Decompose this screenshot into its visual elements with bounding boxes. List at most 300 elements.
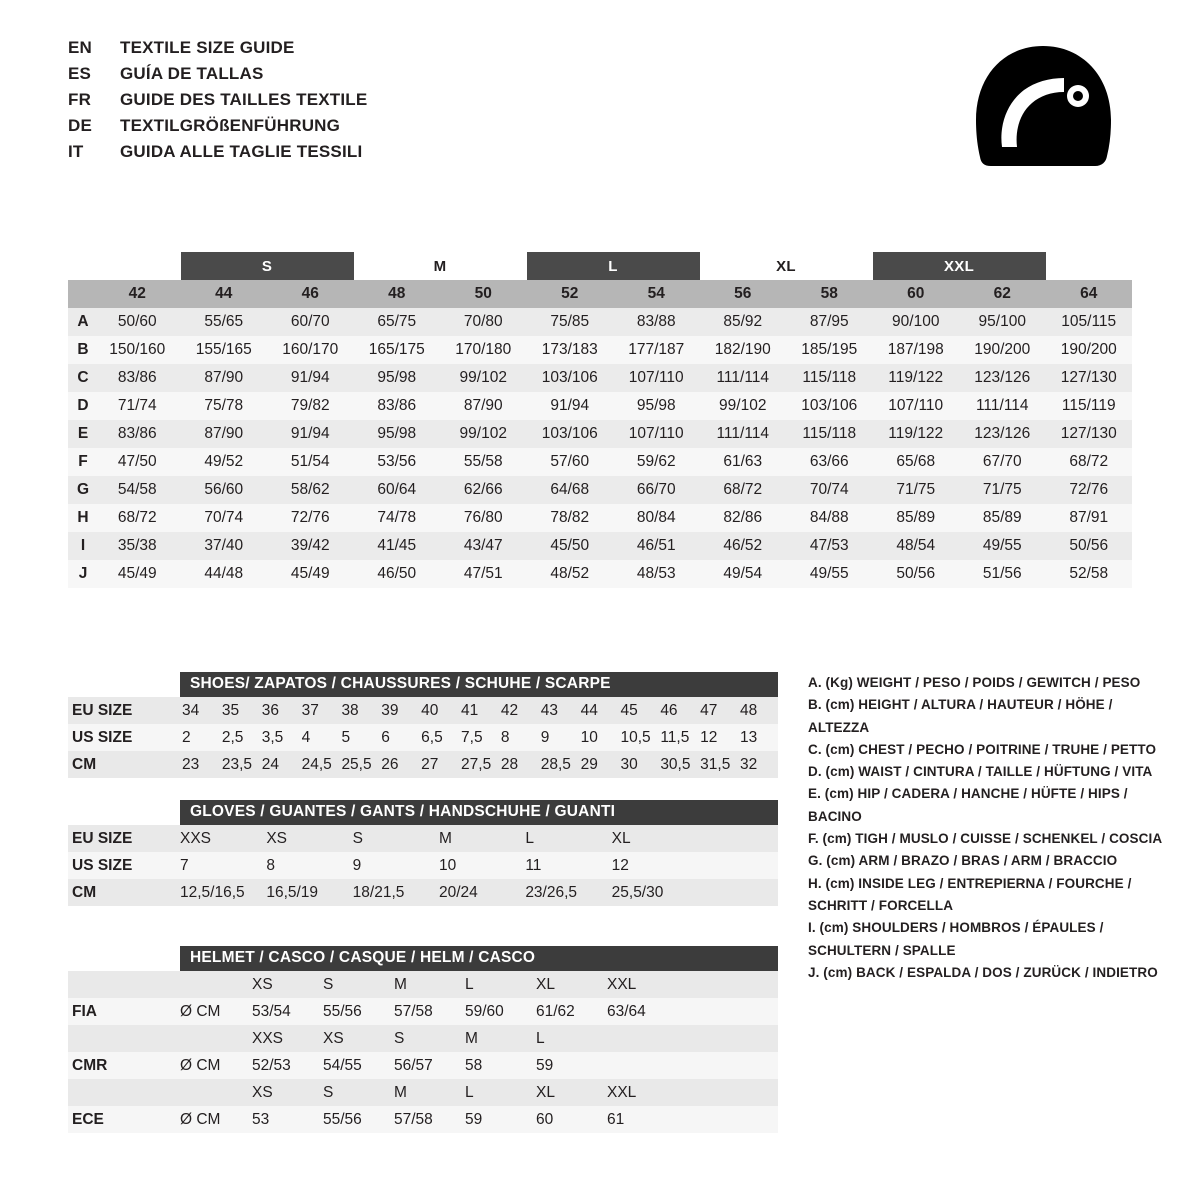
cell-g-11: 72/76 (1069, 481, 1109, 498)
table-row (68, 392, 1132, 420)
shoes-eu-9: 43 (540, 701, 558, 719)
shoes-eu-10: 44 (580, 701, 598, 719)
shoes-eu-8: 42 (500, 701, 519, 719)
helmet-ece-size-3: L (465, 1083, 474, 1101)
helmet-cmr-val-2: 56/57 (394, 1056, 433, 1074)
title-row-es (68, 64, 367, 90)
shoes-us-2: 3,5 (261, 728, 284, 746)
gloves-us-5: 12 (611, 856, 629, 874)
numeric-size-9: 60 (907, 285, 925, 302)
shoes-us-14: 13 (740, 728, 758, 746)
cell-a-2: 60/70 (290, 313, 330, 330)
shoes-cm-5: 26 (381, 755, 399, 773)
cell-f-8: 63/66 (809, 453, 849, 470)
cell-b-8: 185/195 (801, 341, 858, 358)
gloves-table (68, 800, 778, 906)
cell-j-2: 45/49 (290, 565, 330, 582)
cell-h-8: 84/88 (809, 509, 849, 526)
size-band-row (68, 252, 1132, 280)
cell-a-5: 75/85 (550, 313, 590, 330)
numeric-size-11: 64 (1080, 285, 1098, 302)
cell-c-4: 99/102 (459, 369, 507, 386)
cell-d-2: 79/82 (290, 397, 330, 414)
helmet-ece-val-3: 59 (465, 1110, 483, 1128)
helmet-fia-size-label (68, 971, 180, 998)
gloves-eu-5: XL (611, 829, 631, 847)
cell-i-3: 41/45 (377, 537, 417, 554)
shoes-row-label-eu: EU SIZE (72, 701, 133, 719)
cell-a-10: 95/100 (978, 313, 1026, 330)
helmet-cmr-size-1: XS (323, 1029, 344, 1047)
table-row (68, 751, 778, 778)
gloves-cm-2: 18/21,5 (352, 883, 405, 901)
numeric-size-2: 46 (301, 285, 319, 302)
row-label-f: F (78, 453, 88, 470)
cell-e-5: 103/106 (541, 425, 598, 442)
cell-f-5: 57/60 (550, 453, 590, 470)
table-row (68, 1052, 778, 1079)
cell-f-3: 53/56 (377, 453, 417, 470)
helmet-ece-size-5: XXL (607, 1083, 637, 1101)
cell-c-6: 107/110 (628, 369, 684, 386)
table-row (68, 1025, 778, 1052)
title-lang-de: DE (68, 116, 93, 135)
cell-i-7: 46/52 (723, 537, 763, 554)
gloves-eu-3: M (438, 829, 452, 847)
cell-j-1: 44/48 (204, 565, 244, 582)
title-lang-it: IT (68, 142, 84, 161)
cell-h-4: 76/80 (463, 509, 503, 526)
cell-c-2: 91/94 (290, 369, 330, 386)
helmet-ece-val-5: 61 (607, 1110, 625, 1128)
helmet-fia-size-0: XS (252, 975, 273, 993)
cell-g-2: 58/62 (290, 481, 330, 498)
numeric-size-row (68, 280, 1132, 308)
cell-e-7: 111/114 (716, 425, 770, 442)
cell-j-7: 49/54 (723, 565, 763, 582)
helmet-ece-val-1: 55/56 (323, 1110, 362, 1128)
cell-f-1: 49/52 (204, 453, 244, 470)
shoes-eu-14: 48 (740, 701, 758, 719)
row-label-j: J (78, 565, 88, 582)
legend-line-g: G. (cm) ARM / BRAZO / BRAS / ARM / BRACCIO (808, 853, 1118, 869)
cell-h-0: 68/72 (117, 509, 157, 526)
legend-line-i: I. (cm) SHOULDERS / HOMBROS / ÉPAULES / (808, 920, 1104, 936)
title-row-de (68, 116, 367, 142)
cell-j-3: 46/50 (377, 565, 417, 582)
cell-h-10: 85/89 (982, 509, 1022, 526)
cell-b-5: 173/183 (541, 341, 598, 358)
helmet-title: HELMET / CASCO / CASQUE / HELM / CASCO (180, 946, 778, 971)
cell-i-5: 45/50 (550, 537, 590, 554)
cell-c-11: 127/130 (1060, 369, 1117, 386)
table-row (68, 697, 778, 724)
cell-c-1: 87/90 (204, 369, 244, 386)
helmet-fia-size-3: L (465, 975, 474, 993)
cell-d-6: 95/98 (636, 397, 676, 414)
helmet-fia-val-1: 55/56 (323, 1002, 362, 1020)
cell-f-11: 68/72 (1069, 453, 1109, 470)
cell-f-10: 67/70 (982, 453, 1022, 470)
row-label-c: C (77, 369, 89, 386)
title-text-es: GUÍA DE TALLAS (120, 64, 264, 83)
gloves-eu-pad (698, 825, 778, 852)
cell-e-8: 115/118 (802, 425, 857, 442)
helmet-fia-unit-blank (180, 971, 252, 998)
numeric-size-3: 48 (388, 285, 406, 302)
cell-e-9: 119/122 (888, 425, 944, 442)
shoes-us-7: 7,5 (461, 728, 483, 746)
helmet-cmr-pad (678, 1025, 778, 1052)
shoes-us-13: 12 (700, 728, 718, 746)
cell-a-0: 50/60 (117, 313, 157, 330)
shoes-us-4: 5 (341, 728, 351, 746)
cell-e-6: 107/110 (628, 425, 684, 442)
title-lang-en: EN (68, 38, 93, 57)
cell-i-4: 43/47 (463, 537, 503, 554)
cell-i-8: 47/53 (809, 537, 849, 554)
measurement-legend (808, 672, 1168, 984)
cell-c-3: 95/98 (377, 369, 417, 386)
cell-e-10: 123/126 (974, 425, 1031, 442)
gloves-cm-3: 20/24 (438, 883, 478, 901)
shoes-us-3: 4 (301, 728, 311, 746)
cell-f-2: 51/54 (290, 453, 330, 470)
cell-j-0: 45/49 (117, 565, 157, 582)
shoes-cm-12: 30,5 (660, 755, 691, 773)
cell-a-3: 65/75 (377, 313, 417, 330)
gloves-eu-2: S (352, 829, 363, 847)
cell-g-0: 54/58 (117, 481, 157, 498)
shoes-eu-7: 41 (461, 701, 479, 719)
textile-table (68, 252, 1132, 588)
cell-a-8: 87/95 (809, 313, 849, 330)
gloves-us-0: 7 (180, 856, 189, 874)
numeric-size-10: 62 (993, 285, 1011, 302)
cell-g-6: 66/70 (636, 481, 676, 498)
cell-h-2: 72/76 (290, 509, 330, 526)
helmet-data-table (68, 971, 778, 1133)
gloves-eu-1: XS (266, 829, 288, 847)
helmet-cmr-size-3: M (465, 1029, 478, 1047)
gloves-us-4: 11 (525, 856, 542, 874)
cell-d-3: 83/86 (377, 397, 417, 414)
shoes-us-0: 2 (182, 728, 191, 746)
cell-b-4: 170/180 (455, 341, 512, 358)
helmet-fia-pad (678, 971, 778, 998)
size-band-s: S (181, 252, 354, 280)
cell-c-10: 123/126 (974, 369, 1031, 386)
helmet-ece-size-label (68, 1079, 180, 1106)
cell-d-10: 111/114 (975, 397, 1029, 414)
cell-j-10: 51/56 (982, 565, 1022, 582)
cell-d-7: 99/102 (719, 397, 767, 414)
helmet-row-label-ece: ECE (72, 1110, 104, 1128)
title-lang-fr: FR (68, 90, 92, 109)
row-label-b: B (77, 341, 89, 358)
table-row (68, 532, 1132, 560)
cell-a-11: 105/115 (1061, 313, 1117, 330)
shoes-eu-4: 38 (341, 701, 359, 719)
cell-a-1: 55/65 (204, 313, 244, 330)
table-row (68, 1079, 778, 1106)
gloves-row-label-eu: EU SIZE (72, 829, 133, 847)
gloves-title: GLOVES / GUANTES / GANTS / HANDSCHUHE / GUANTI (180, 800, 778, 825)
cell-f-0: 47/50 (117, 453, 157, 470)
cell-b-11: 190/200 (1060, 341, 1117, 358)
legend-line-h-cont: SCHRITT / FORCELLA (808, 897, 954, 913)
shoes-us-8: 8 (500, 728, 510, 746)
helmet-cmr-size-label (68, 1025, 180, 1052)
cell-g-7: 68/72 (723, 481, 763, 498)
legend-line-c: C. (cm) CHEST / PECHO / POITRINE / TRUHE / PETTO (808, 741, 1157, 757)
numeric-size-7: 56 (734, 285, 752, 302)
cell-e-0: 83/86 (117, 425, 157, 442)
cell-h-5: 78/82 (550, 509, 590, 526)
legend-line-h: H. (cm) INSIDE LEG / ENTREPIERNA / FOURCHE / (808, 875, 1132, 891)
cell-c-0: 83/86 (117, 369, 157, 386)
header-titles (68, 38, 367, 168)
shoes-eu-1: 35 (221, 701, 240, 719)
shoes-cm-7: 27,5 (461, 755, 492, 773)
gloves-us-pad (698, 852, 778, 879)
table-row (68, 825, 778, 852)
helmet-ece-val-0: 53 (252, 1110, 270, 1128)
cell-h-6: 80/84 (636, 509, 676, 526)
title-lang-es: ES (68, 64, 92, 83)
size-band-42 (94, 252, 181, 280)
helmet-fia-unit: Ø CM (180, 1002, 221, 1020)
helmet-ece-size-4: XL (536, 1083, 555, 1101)
helmet-row-label-fia: FIA (72, 1002, 97, 1020)
size-band-xl: XL (700, 252, 873, 280)
shoes-cm-1: 23,5 (221, 755, 253, 773)
cell-b-10: 190/200 (974, 341, 1031, 358)
cell-g-10: 71/75 (982, 481, 1022, 498)
cell-h-9: 85/89 (896, 509, 936, 526)
legend-line-i-cont: SCHULTERN / SPALLE (808, 942, 956, 958)
gloves-data-table (68, 825, 778, 906)
title-text-it: GUIDA ALLE TAGLIE TESSILI (120, 142, 363, 161)
row-label-e: E (77, 425, 89, 442)
numeric-row-corner (68, 280, 94, 308)
table-row (68, 476, 1132, 504)
gloves-eu-4: L (525, 829, 534, 847)
cell-g-8: 70/74 (809, 481, 849, 498)
shoes-us-6: 6,5 (421, 728, 443, 746)
cell-g-5: 64/68 (550, 481, 590, 498)
helmet-fia-size-1: S (323, 975, 334, 993)
helmet-ece-size-0: XS (252, 1083, 273, 1101)
helmet-fia-size-5: XXL (607, 975, 637, 993)
numeric-size-1: 44 (215, 285, 233, 302)
row-label-a: A (77, 313, 89, 330)
cell-i-10: 49/55 (982, 537, 1022, 554)
shoes-us-11: 10,5 (620, 728, 651, 746)
gloves-eu-0: XXS (180, 829, 212, 847)
helmet-table (68, 946, 778, 1133)
table-row (68, 724, 778, 751)
shoes-cm-4: 25,5 (341, 755, 372, 773)
cell-f-6: 59/62 (636, 453, 676, 470)
cell-f-4: 55/58 (463, 453, 503, 470)
helmet-ece-unit: Ø CM (180, 1110, 221, 1128)
helmet-ece-val-2: 57/58 (394, 1110, 433, 1128)
shoes-cm-10: 29 (580, 755, 598, 773)
shoes-title: SHOES/ ZAPATOS / CHAUSSURES / SCHUHE / SCARPE (180, 672, 778, 697)
cell-e-4: 99/102 (459, 425, 507, 442)
cell-f-9: 65/68 (896, 453, 936, 470)
table-row (68, 308, 1132, 336)
helmet-ece-size-2: M (394, 1083, 407, 1101)
cell-i-1: 37/40 (204, 537, 244, 554)
shoes-eu-6: 40 (421, 701, 439, 719)
cell-d-1: 75/78 (204, 397, 244, 414)
textile-size-table (68, 252, 1132, 588)
cell-b-1: 155/165 (195, 341, 252, 358)
gloves-cm-1: 16,5/19 (266, 883, 319, 901)
table-row (68, 420, 1132, 448)
cell-a-9: 90/100 (892, 313, 940, 330)
cell-j-5: 48/52 (550, 565, 590, 582)
title-text-fr: GUIDE DES TAILLES TEXTILE (120, 90, 368, 109)
size-band-blank-left (68, 252, 94, 280)
title-text-de: TEXTILGRÖßENFÜHRUNG (120, 116, 341, 135)
helmet-cmr-val-0: 52/53 (252, 1056, 291, 1074)
cell-i-2: 39/42 (290, 537, 330, 554)
helmet-row-label-cmr: CMR (72, 1056, 108, 1074)
helmet-fia-size-4: XL (536, 975, 555, 993)
cell-g-1: 56/60 (204, 481, 244, 498)
helmet-cmr-size-5 (607, 1025, 678, 1052)
cell-j-4: 47/51 (463, 565, 503, 582)
numeric-size-8: 58 (820, 285, 838, 302)
cell-c-5: 103/106 (541, 369, 598, 386)
helmet-cmr-val-1: 54/55 (323, 1056, 362, 1074)
row-label-h: H (77, 509, 89, 526)
helmet-fia-val-pad (678, 998, 778, 1025)
table-row (68, 364, 1132, 392)
legend-line-e: E. (cm) HIP / CADERA / HANCHE / HÜFTE / HIPS / BACINO (808, 786, 1128, 824)
title-row-fr (68, 90, 367, 116)
helmet-fia-val-4: 61/62 (536, 1002, 575, 1020)
shoes-table (68, 672, 778, 778)
shoes-row-label-us: US SIZE (72, 728, 133, 746)
shoes-cm-13: 31,5 (700, 755, 731, 773)
cell-c-8: 115/118 (802, 369, 857, 386)
cell-b-6: 177/187 (628, 341, 685, 358)
helmet-ece-size-1: S (323, 1083, 334, 1101)
row-label-d: D (77, 397, 89, 414)
cell-h-3: 74/78 (377, 509, 417, 526)
helmet-cmr-size-4: L (536, 1029, 545, 1047)
shoes-eu-0: 34 (182, 701, 200, 719)
size-band-blank-right (1046, 252, 1133, 280)
gloves-cm-pad (698, 879, 778, 906)
helmet-cmr-unit: Ø CM (180, 1056, 221, 1074)
shoes-eu-5: 39 (381, 701, 399, 719)
shoes-cm-14: 32 (740, 755, 758, 773)
helmet-fia-val-3: 59/60 (465, 1002, 504, 1020)
helmet-cmr-val-pad (678, 1052, 778, 1079)
title-text-en: TEXTILE SIZE GUIDE (120, 38, 295, 57)
cell-b-3: 165/175 (368, 341, 425, 358)
cell-d-4: 87/90 (463, 397, 503, 414)
cell-a-7: 85/92 (723, 313, 763, 330)
helmet-icon (958, 40, 1128, 210)
shoes-eu-12: 46 (660, 701, 678, 719)
helmet-fia-size-2: M (394, 975, 407, 993)
size-band-l: L (527, 252, 700, 280)
shoes-row-label-cm: CM (72, 755, 97, 773)
title-row-it (68, 142, 367, 168)
helmet-ece-unit-blank (180, 1079, 252, 1106)
helmet-cmr-val-5 (607, 1052, 678, 1079)
table-row (68, 1106, 778, 1133)
cell-b-0: 150/160 (109, 341, 166, 358)
cell-i-11: 50/56 (1069, 537, 1109, 554)
size-band-xxl: XXL (873, 252, 1046, 280)
gloves-cm-0: 12,5/16,5 (180, 883, 245, 901)
shoes-eu-3: 37 (301, 701, 319, 719)
legend-line-a: A. (Kg) WEIGHT / PESO / POIDS / GEWITCH / PESO (808, 675, 1141, 690)
cell-e-2: 91/94 (290, 425, 330, 442)
helmet-cmr-size-0: XXS (252, 1029, 284, 1047)
helmet-cmr-val-4: 59 (536, 1056, 554, 1074)
cell-j-8: 49/55 (809, 565, 849, 582)
shoes-eu-2: 36 (261, 701, 279, 719)
gloves-cm-4: 23/26,5 (525, 883, 578, 901)
gloves-row-label-cm: CM (72, 883, 97, 901)
gloves-cm-5: 25,5/30 (611, 883, 664, 901)
cell-c-9: 119/122 (888, 369, 944, 386)
numeric-size-5: 52 (561, 285, 579, 302)
cell-d-5: 91/94 (550, 397, 590, 414)
cell-d-9: 107/110 (888, 397, 944, 414)
table-row (68, 336, 1132, 364)
shoes-us-10: 10 (580, 728, 598, 746)
gloves-us-2: 9 (352, 856, 362, 874)
cell-i-9: 48/54 (896, 537, 936, 554)
table-row (68, 971, 778, 998)
cell-g-4: 62/66 (463, 481, 503, 498)
cell-f-7: 61/63 (723, 453, 763, 470)
shoes-us-1: 2,5 (221, 728, 244, 746)
shoes-cm-11: 30 (620, 755, 638, 773)
numeric-size-4: 50 (474, 285, 492, 302)
table-row (68, 504, 1132, 532)
shoes-us-9: 9 (540, 728, 550, 746)
shoes-cm-2: 24 (261, 755, 279, 773)
helmet-cmr-unit-blank (180, 1025, 252, 1052)
cell-b-2: 160/170 (282, 341, 339, 358)
helmet-fia-val-0: 53/54 (252, 1002, 291, 1020)
shoes-cm-6: 27 (421, 755, 439, 773)
cell-g-3: 60/64 (377, 481, 417, 498)
cell-c-7: 111/114 (716, 369, 770, 386)
table-row (68, 448, 1132, 476)
gloves-us-1: 8 (266, 856, 275, 874)
shoes-eu-11: 45 (620, 701, 638, 719)
cell-h-1: 70/74 (204, 509, 244, 526)
cell-b-9: 187/198 (887, 341, 944, 358)
cell-e-11: 127/130 (1060, 425, 1117, 442)
cell-j-9: 50/56 (896, 565, 936, 582)
title-row-en (68, 38, 367, 64)
cell-b-7: 182/190 (714, 341, 771, 358)
cell-d-8: 103/106 (801, 397, 858, 414)
table-row (68, 879, 778, 906)
